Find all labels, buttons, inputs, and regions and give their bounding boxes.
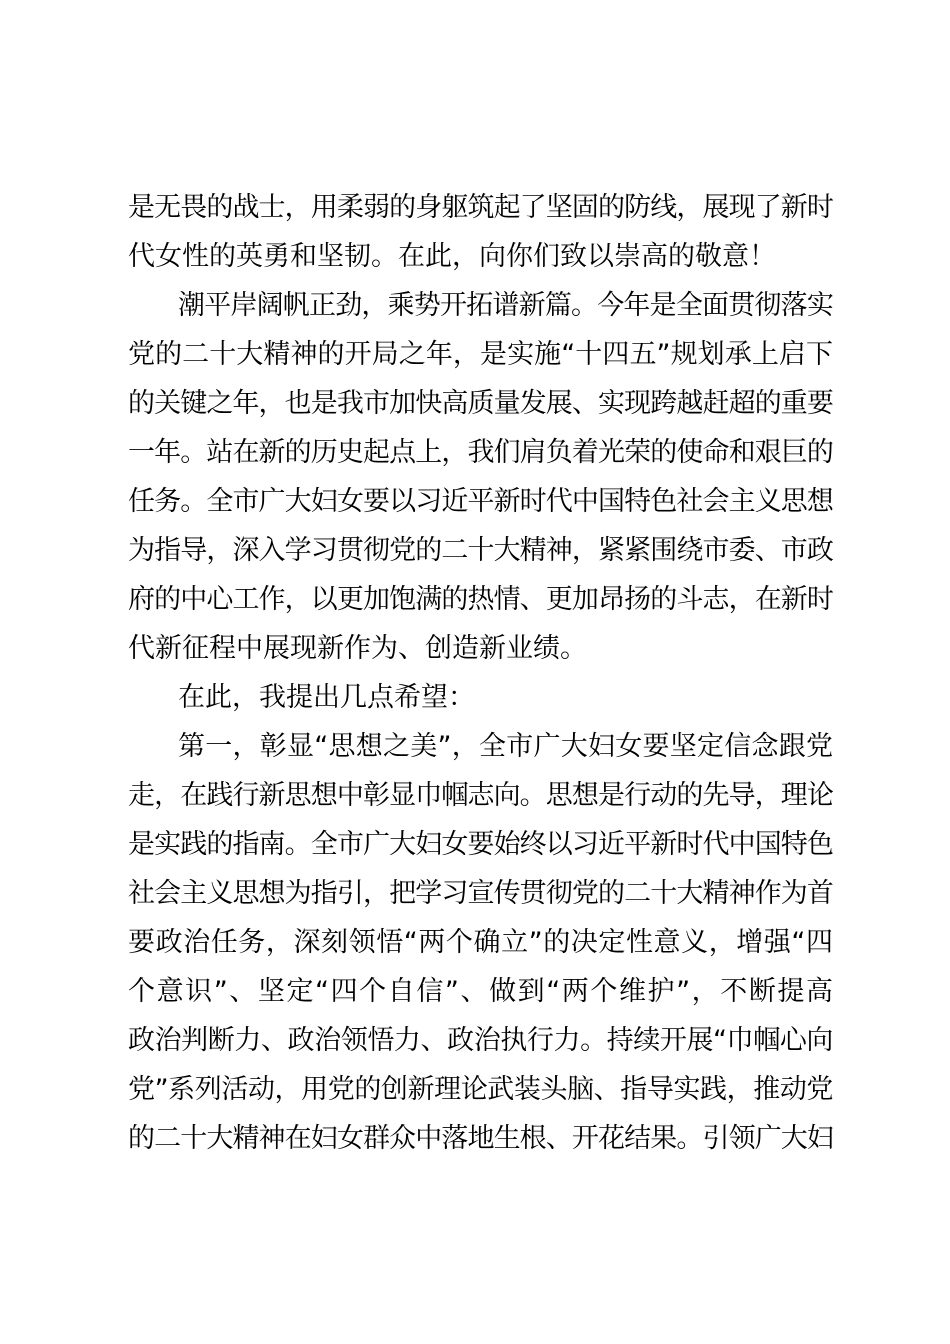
text-line: 为指导，深入学习贯彻党的二十大精神，紧紧围绕市委、市政 <box>128 535 833 566</box>
text-line: 潮平岸阔帆正劲，乘势开拓谱新篇。今年是全面贯彻落实 <box>178 290 833 321</box>
text-line: 代新征程中展现新作为、创造新业绩。 <box>128 633 587 664</box>
text-line: 任务。全市广大妇女要以习近平新时代中国特色社会主义思想 <box>128 486 833 517</box>
text-line: 的二十大精神在妇女群众中落地生根、开花结果。引领广大妇 <box>128 1123 833 1154</box>
text-line: 代女性的英勇和坚韧。在此，向你们致以崇高的敬意！ <box>128 241 776 272</box>
text-line: 政治判断力、政治领悟力、政治执行力。持续开展“巾帼心向 <box>128 1025 833 1056</box>
text-line: 党的二十大精神的开局之年，是实施“十四五”规划承上启下 <box>128 339 833 370</box>
text-line: 的关键之年，也是我市加快高质量发展、实现跨越赶超的重要 <box>128 388 833 419</box>
text-line: 要政治任务，深刻领悟“两个确立”的决定性意义，增强“四 <box>128 927 833 958</box>
text-line: 第一，彰显“思想之美”，全市广大妇女要坚定信念跟党 <box>178 731 833 762</box>
text-line: 一年。站在新的历史起点上，我们肩负着光荣的使命和艰巨的 <box>128 437 833 468</box>
text-line: 府的中心工作，以更加饱满的热情、更加昂扬的斗志，在新时 <box>128 584 833 615</box>
document-body <box>128 183 833 1163</box>
text-line: 个意识”、坚定“四个自信”、做到“两个维护”，不断提高 <box>128 976 833 1007</box>
text-line: 党”系列活动，用党的创新理论武装头脑、指导实践，推动党 <box>128 1074 833 1105</box>
text-line: 走，在践行新思想中彰显巾帼志向。思想是行动的先导，理论 <box>128 780 833 811</box>
text-line: 是实践的指南。全市广大妇女要始终以习近平新时代中国特色 <box>128 829 833 860</box>
text-line: 社会主义思想为指引，把学习宣传贯彻党的二十大精神作为首 <box>128 878 833 909</box>
text-line: 是无畏的战士，用柔弱的身躯筑起了坚固的防线，展现了新时 <box>128 192 833 223</box>
text-line: 在此，我提出几点希望： <box>178 682 475 713</box>
